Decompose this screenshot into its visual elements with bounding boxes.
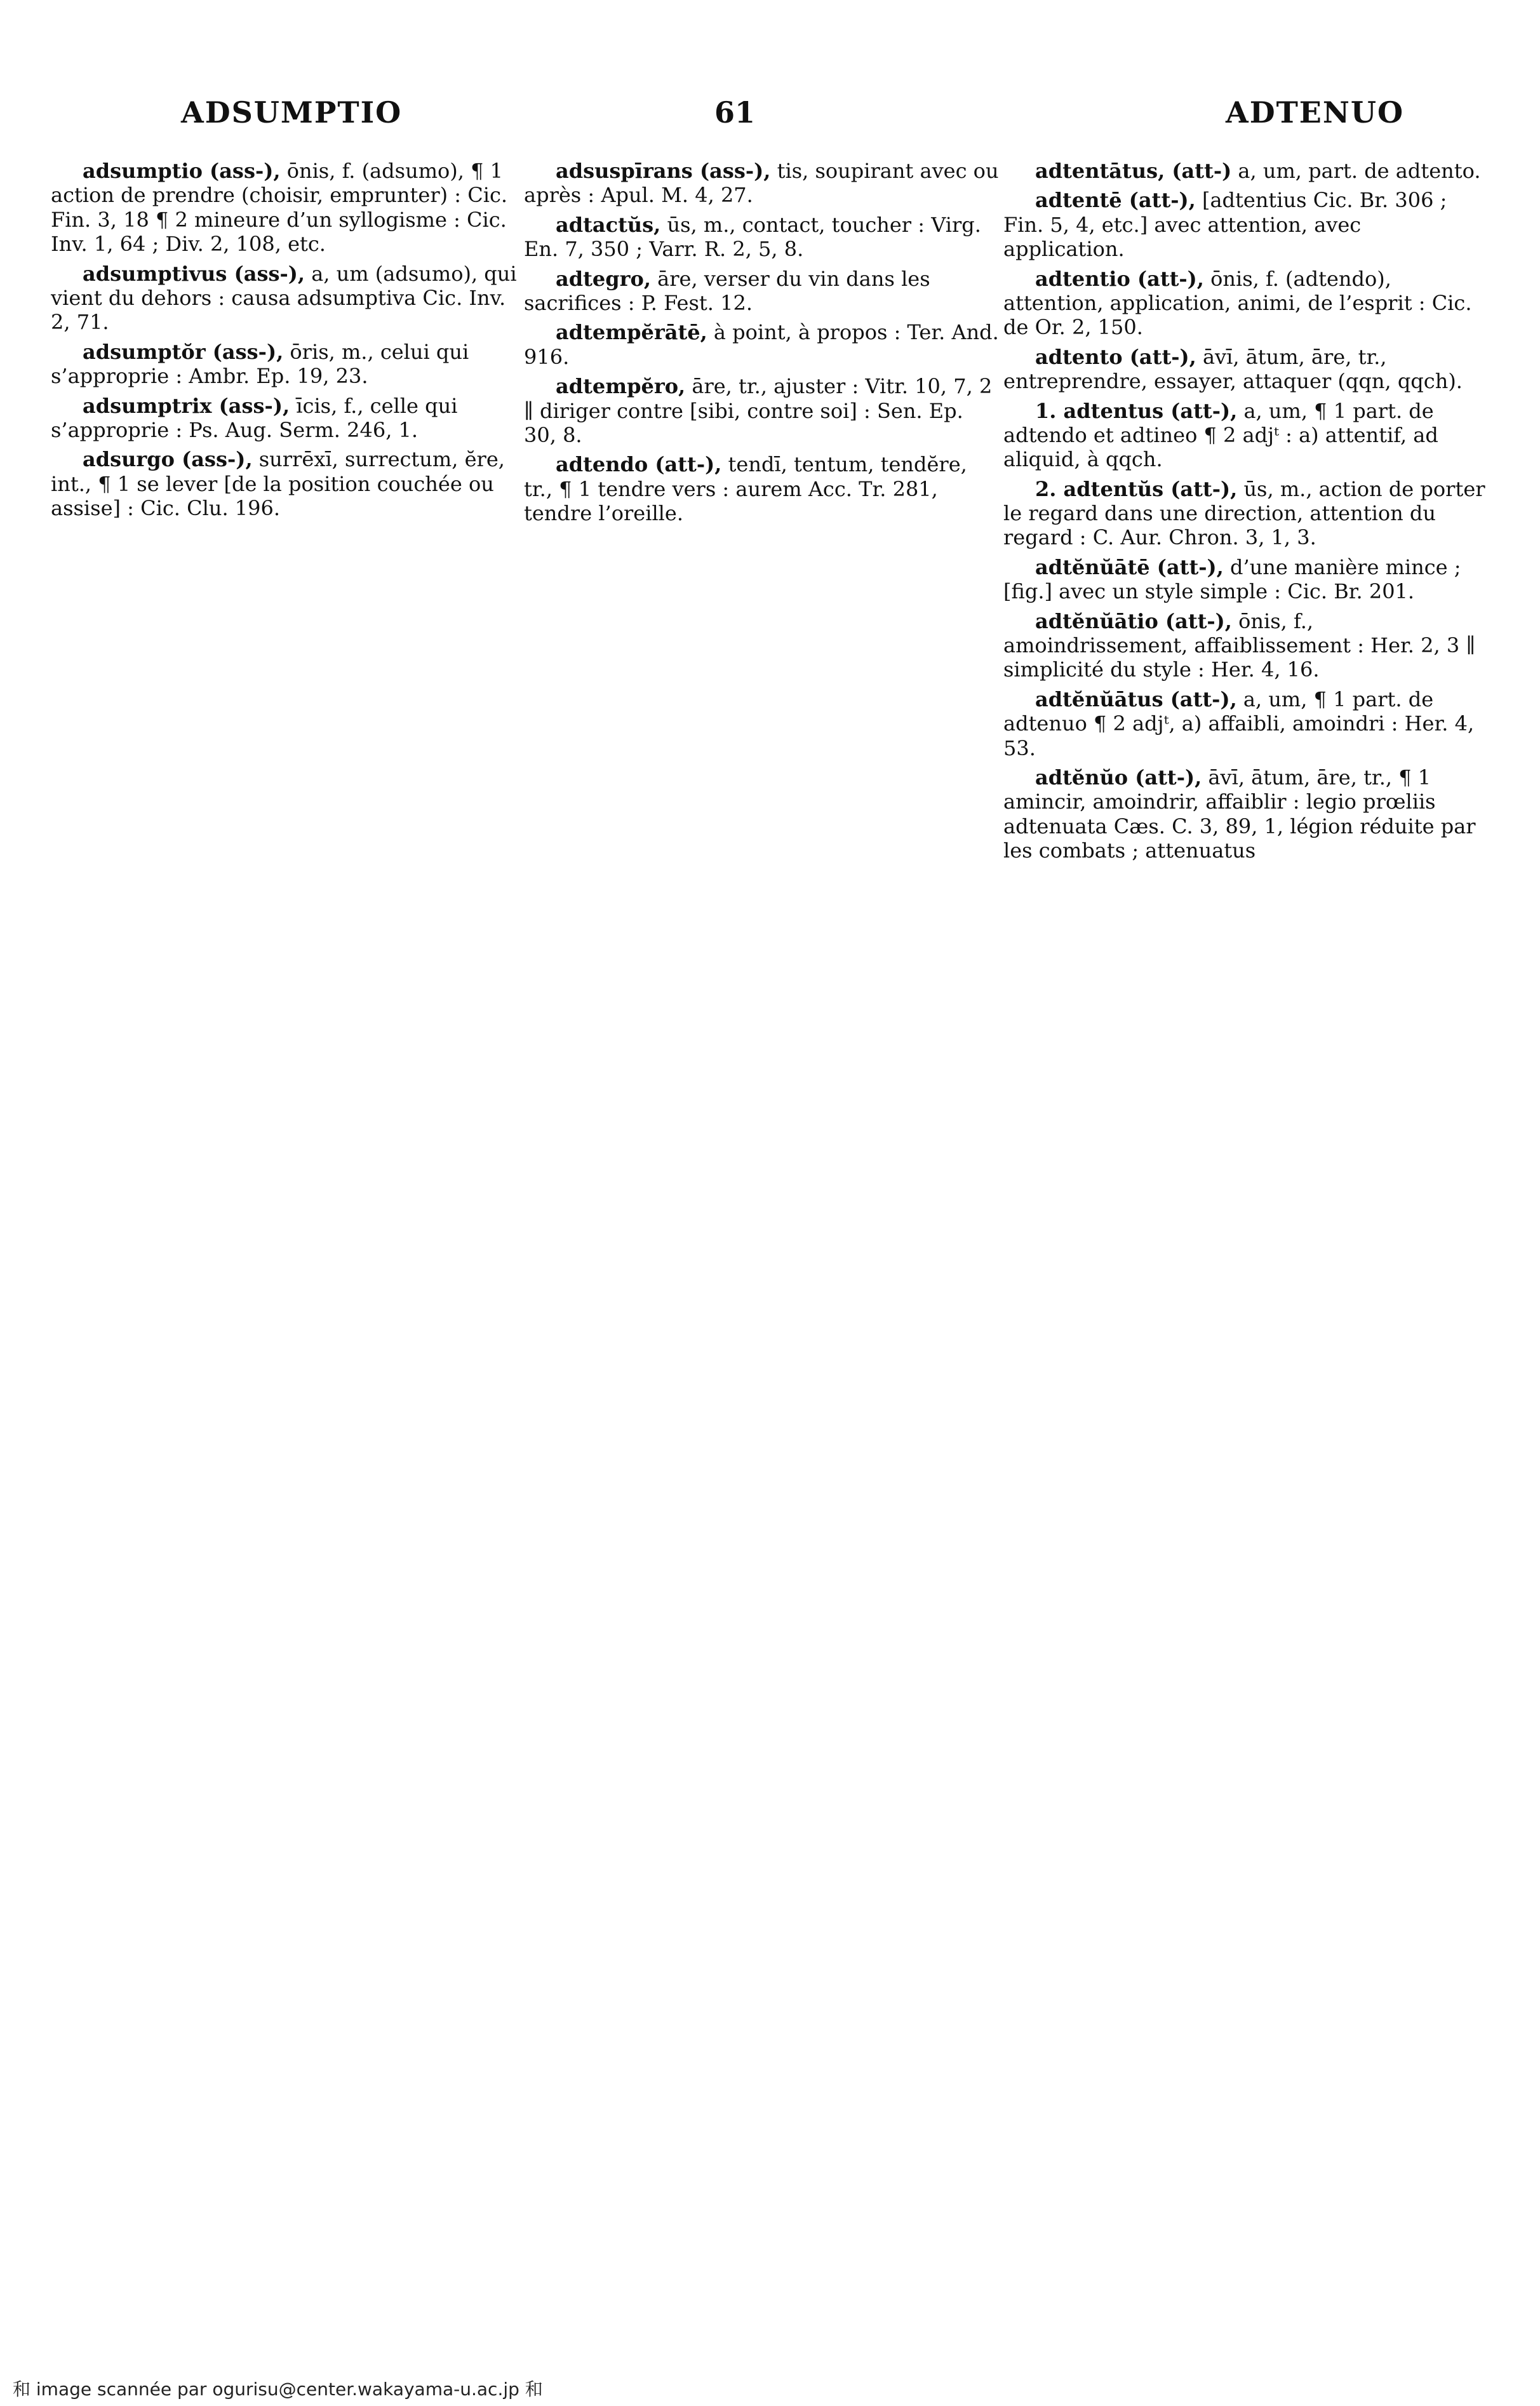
dictionary-entry	[524, 213, 1000, 262]
page-header	[0, 95, 1540, 140]
entry-headword: adtĕnŭo (att-),	[1035, 765, 1202, 790]
dictionary-entry	[51, 262, 521, 335]
entry-headword: adtactŭs,	[556, 212, 661, 237]
dictionary-entry	[51, 394, 521, 443]
column-2	[524, 159, 1000, 2318]
entry-body: d’une manière mince ; [fig.] avec un style simple : Cic. Br. 201.	[1003, 554, 1461, 604]
entry-body: à point, à propos : Ter. And. 916.	[524, 320, 999, 369]
entry-body: a, um, ¶ 1 part. de adtendo et adtineo ¶ 2 adjᵗ : a) attentif, ad aliquid, à qqch.	[1003, 398, 1438, 472]
scan-credit-footer: 和 image scannée par ogurisu@center.wakayama-u.ac.jp 和	[13, 2379, 543, 2400]
entry-body: a, um, part. de adtento.	[1231, 159, 1481, 183]
entry-body: surrēxī, surrectum, ĕre, int., ¶ 1 se lever [de la position couchée ou assise] : Cic. Clu. 196.	[51, 447, 505, 521]
entry-headword: adsumptivus (ass-),	[83, 261, 305, 286]
running-head-left: ADSUMPTIO	[181, 95, 403, 130]
entry-body: tendī, tentum, tendĕre, tr., ¶ 1 tendre vers : aurem Acc. Tr. 281, tendre l’oreille.	[524, 452, 967, 526]
dictionary-entry	[1003, 765, 1486, 863]
dictionary-entry	[1003, 609, 1486, 682]
entry-body: āvī, ātum, āre, tr., ¶ 1 amincir, amoindrir, affaiblir : legio prœliis adtenuata Cæs. C. 3, 89, 1, légion réduite par les combats ; attenuatus	[1003, 765, 1476, 863]
entry-headword: adtempĕrātē,	[556, 320, 707, 345]
entry-body: ūs, m., action de porter le regard dans une direction, attention du regard : C. Aur. Chron. 3, 1, 3.	[1003, 476, 1485, 550]
entry-headword: adtentātus, (att-)	[1035, 159, 1232, 183]
dictionary-entry	[1003, 399, 1486, 472]
entry-headword: adsurgo (ass-),	[83, 447, 253, 472]
dictionary-entry	[1003, 687, 1486, 760]
entry-body: īcis, f., celle qui s’approprie : Ps. Aug. Serm. 246, 1.	[51, 393, 458, 442]
dictionary-entry	[524, 159, 1000, 208]
entry-body: āre, tr., ajuster : Vitr. 10, 7, 2 ∥ diriger contre [sibi, contre soi] : Sen. Ep. 30, 8.	[524, 374, 993, 447]
entry-body: tis, soupirant avec ou après : Apul. M. 4, 27.	[524, 159, 999, 208]
entry-headword: adtegro,	[556, 266, 651, 291]
entry-headword: adtĕnŭātē (att-),	[1035, 554, 1224, 579]
entry-body: [adtentius Cic. Br. 306 ; Fin. 5, 4, etc.] avec attention, avec application.	[1003, 188, 1447, 262]
entry-headword: adtĕnŭātio (att-),	[1035, 608, 1232, 633]
entry-headword: adtento (att-),	[1035, 344, 1196, 369]
entry-body: ōnis, f., amoindrissement, affaiblissement : Her. 2, 3 ∥ simplicité du style : Her. 4, 16.	[1003, 608, 1476, 682]
dictionary-entry	[51, 159, 521, 257]
page-number: 61	[714, 95, 756, 130]
dictionary-entry	[1003, 188, 1486, 261]
dictionary-entry	[51, 447, 521, 520]
entry-body: ūs, m., contact, toucher : Virg. En. 7, 350 ; Varr. R. 2, 5, 8.	[524, 212, 981, 262]
entry-body: ōris, m., celui qui s’approprie : Ambr. Ep. 19, 23.	[51, 339, 469, 389]
entry-headword: adtĕnŭātus (att-),	[1035, 687, 1237, 711]
dictionary-entry	[1003, 345, 1486, 394]
entry-headword: 2. adtentŭs (att-),	[1035, 476, 1238, 501]
dictionary-entry	[1003, 159, 1486, 183]
entry-body: āre, verser du vin dans les sacrifices : P. Fest. 12.	[524, 266, 930, 315]
entry-headword: adtendo (att-),	[556, 452, 722, 477]
entry-headword: adtentio (att-),	[1035, 266, 1204, 291]
column-1	[51, 159, 521, 2318]
entry-headword: adsumptrix (ass-),	[83, 393, 290, 418]
entry-headword: adsuspīrans (ass-),	[556, 159, 771, 183]
dictionary-entry	[51, 340, 521, 389]
entry-headword: adsumptŏr (ass-),	[83, 339, 284, 364]
entry-headword: adtentē (att-),	[1035, 188, 1196, 213]
dictionary-entry	[1003, 477, 1486, 550]
running-head-right: ADTENUO	[1226, 95, 1405, 130]
dictionary-entry	[524, 267, 1000, 316]
entry-body: ōnis, f. (adsumo), ¶ 1 action de prendre (choisir, emprunter) : Cic. Fin. 3, 18 ¶ 2 mineure d’un syllogisme : Cic. Inv. 1, 64 ; Div. 2, 108, etc.	[51, 159, 508, 257]
entry-body: ōnis, f. (adtendo), attention, application, animi, de l’esprit : Cic. de Or. 2, 150.	[1003, 266, 1472, 340]
dictionary-entry	[524, 374, 1000, 447]
dictionary-entry	[1003, 555, 1486, 604]
entry-body: a, um (adsumo), qui vient du dehors : causa adsumptiva Cic. Inv. 2, 71.	[51, 261, 517, 335]
column-3	[1003, 159, 1486, 2318]
dictionary-entry	[1003, 267, 1486, 340]
dictionary-entry	[524, 320, 1000, 369]
entry-headword: adtempĕro,	[556, 374, 686, 399]
entry-headword: adsumptio (ass-),	[83, 159, 281, 183]
entry-headword: 1. adtentus (att-),	[1035, 398, 1238, 423]
entry-body: a, um, ¶ 1 part. de adtenuo ¶ 2 adjᵗ, a) affaibli, amoindri : Her. 4, 53.	[1003, 687, 1475, 760]
entry-body: āvī, ātum, āre, tr., entreprendre, essayer, attaquer (qqn, qqch).	[1003, 344, 1463, 394]
dictionary-entry	[524, 452, 1000, 525]
